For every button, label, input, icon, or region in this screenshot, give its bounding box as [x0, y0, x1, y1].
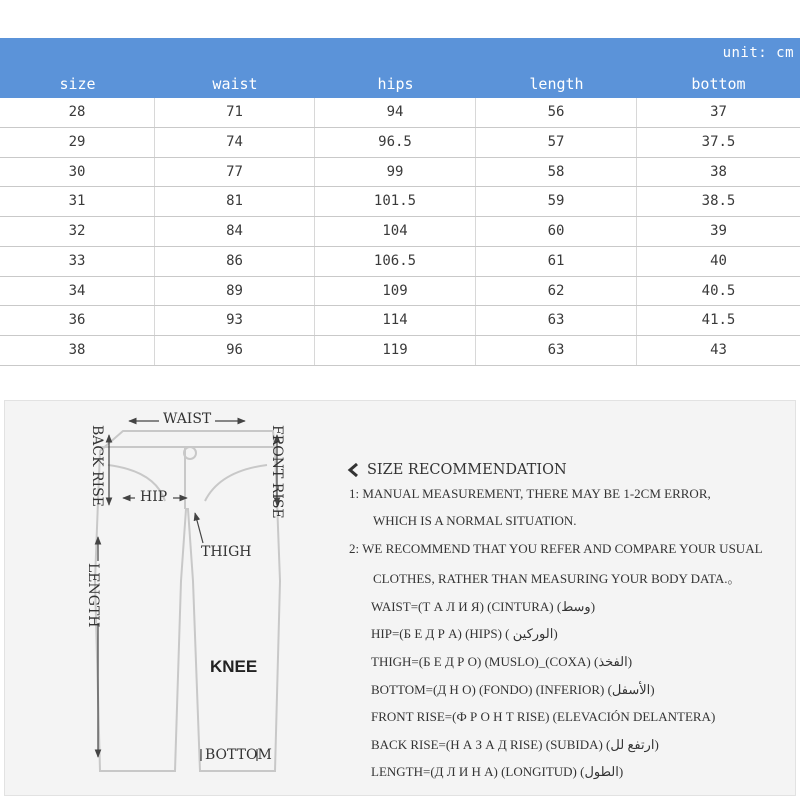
- header-waist: waist: [212, 75, 258, 93]
- table-cell-length: 59: [476, 187, 637, 216]
- table-cell-length: 63: [476, 336, 637, 365]
- table-cell-hips: 109: [315, 277, 476, 306]
- front-rise-label: FRONT RISE: [269, 425, 285, 519]
- pants-outline: [95, 431, 280, 771]
- table-row: [0, 217, 800, 247]
- header-length: length: [529, 75, 584, 93]
- table-cell-size: 38: [0, 336, 155, 365]
- table-cell-bottom: 43: [710, 342, 727, 358]
- measurement-guide: [4, 400, 796, 796]
- table-cell-hips: 114: [315, 306, 476, 335]
- table-cell-length: 57: [476, 128, 637, 157]
- table-header: [0, 38, 800, 98]
- bottom-label: BOTTOM: [205, 747, 272, 763]
- recommendation-title-text: SIZE RECOMMENDATION: [367, 462, 567, 478]
- table-cell-length: 58: [476, 158, 637, 187]
- term-thigh: THIGH=(Б Е Д Р О) (MUSLO)_(COXA) (الفخذ): [371, 654, 633, 669]
- table-cell-length: 61: [476, 247, 637, 276]
- table-cell-size: 30: [0, 158, 155, 187]
- note1-line2: WHICH IS A NORMAL SITUATION.: [373, 513, 577, 528]
- table-cell-size: 28: [0, 98, 155, 127]
- table-cell-length: 60: [476, 217, 637, 246]
- table-cell-size: 32: [0, 217, 155, 246]
- table-cell-waist: 86: [155, 247, 315, 276]
- table-cell-hips: 101.5: [315, 187, 476, 216]
- header-size: size: [59, 75, 96, 93]
- term-bottom: BOTTOM=(Д Н О) (FONDO) (INFERIOR) (الأسفل): [371, 682, 655, 697]
- term-hip: HIP=(Б Е Д Р А) (HIPS) ( الوركين): [371, 626, 558, 641]
- table-cell-waist: 74: [155, 128, 315, 157]
- table-cell-size: 29: [0, 128, 155, 157]
- table-cell-bottom: 37: [710, 104, 727, 120]
- size-recommendation: [345, 459, 795, 779]
- table-cell-waist: 93: [155, 306, 315, 335]
- table-row: [0, 187, 800, 217]
- table-cell-hips: 99: [315, 158, 476, 187]
- hip-label: HIP: [140, 489, 168, 505]
- table-cell-waist: 71: [155, 98, 315, 127]
- table-cell-bottom: 40.5: [701, 282, 736, 299]
- chevron-left-icon: [347, 463, 360, 477]
- unit-label: unit: cm: [722, 45, 794, 61]
- table-cell-hips: 96.5: [315, 128, 476, 157]
- table-cell-hips: 94: [315, 98, 476, 127]
- knee-label: KNEE: [210, 657, 258, 676]
- pants-diagram: [5, 401, 305, 797]
- table-row: [0, 277, 800, 307]
- table-cell-waist: 96: [155, 336, 315, 365]
- table-cell-hips: 104: [315, 217, 476, 246]
- table-cell-size: 36: [0, 306, 155, 335]
- back-rise-label: BACK RISE: [89, 425, 105, 507]
- table-cell-bottom: 38: [710, 163, 727, 180]
- table-cell-bottom: 39: [710, 223, 727, 239]
- waist-label: WAIST: [163, 411, 212, 427]
- table-cell-bottom: 40: [710, 252, 727, 269]
- header-bottom: bottom: [691, 75, 746, 93]
- header-row: [0, 75, 800, 93]
- table-cell-size: 31: [0, 187, 155, 216]
- table-body: [0, 98, 800, 366]
- table-row: [0, 128, 800, 158]
- note2-line1: 2: WE RECOMMEND THAT YOU REFER AND COMPARE YOUR USUAL: [349, 541, 763, 556]
- size-table: [0, 38, 800, 366]
- table-cell-waist: 77: [155, 158, 315, 187]
- table-row: [0, 306, 800, 336]
- table-row: [0, 98, 800, 128]
- table-cell-bottom: 41.5: [701, 312, 736, 329]
- table-cell-waist: 89: [155, 277, 315, 306]
- table-cell-waist: 84: [155, 217, 315, 246]
- table-row: [0, 158, 800, 188]
- recommendation-title: [345, 459, 795, 481]
- note1-line1: 1: MANUAL MEASUREMENT, THERE MAY BE 1-2CM ERROR,: [349, 486, 711, 501]
- length-label: LENGTH: [85, 563, 101, 628]
- table-cell-size: 33: [0, 247, 155, 276]
- term-front-rise: FRONT RISE=(Ф Р О Н Т RISE) (ELEVACIÓN DELANTERA): [371, 709, 716, 724]
- table-cell-bottom: 37.5: [701, 133, 736, 150]
- table-cell-waist: 81: [155, 187, 315, 216]
- table-cell-hips: 106.5: [315, 247, 476, 276]
- table-row: [0, 247, 800, 277]
- table-cell-hips: 119: [315, 336, 476, 365]
- table-cell-length: 63: [476, 306, 637, 335]
- table-cell-bottom: 38.5: [701, 193, 736, 210]
- note2-line2: CLOTHES, RATHER THAN MEASURING YOUR BODY DATA.。: [373, 571, 741, 586]
- term-waist: WAIST=(Т А Л И Я) (CINTURA) (وسط): [371, 599, 596, 614]
- thigh-label: THIGH: [201, 544, 252, 560]
- table-cell-size: 34: [0, 277, 155, 306]
- table-cell-length: 56: [476, 98, 637, 127]
- table-cell-length: 62: [476, 277, 637, 306]
- term-back-rise: BACK RISE=(Н А З А Д RISE) (SUBIDA) (ارتفع لل): [371, 737, 659, 752]
- term-length: LENGTH=(Д Л И Н А) (LONGITUD) (الطول): [371, 764, 624, 779]
- header-hips: hips: [377, 75, 414, 93]
- table-row: [0, 336, 800, 366]
